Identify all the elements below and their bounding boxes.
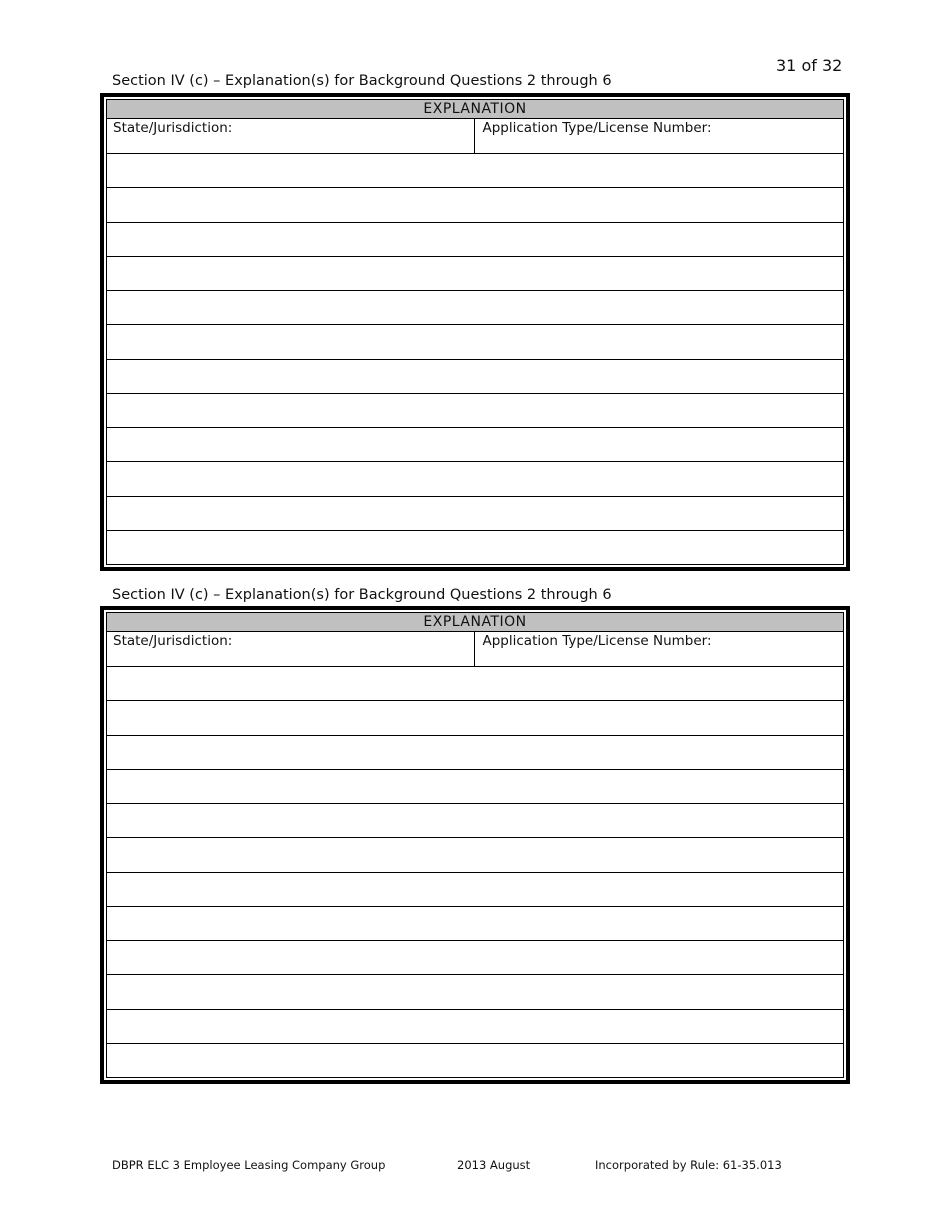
explanation-line[interactable] xyxy=(107,223,843,257)
explanation-line[interactable] xyxy=(107,1044,843,1077)
explanation-line[interactable] xyxy=(107,394,843,428)
info-row xyxy=(107,632,843,667)
explanation-line[interactable] xyxy=(107,360,843,394)
application-type-license-field[interactable]: Application Type/License Number: xyxy=(474,119,844,153)
explanation-line[interactable] xyxy=(107,154,843,188)
info-row xyxy=(107,119,843,154)
explanation-line[interactable] xyxy=(107,941,843,975)
explanation-line[interactable] xyxy=(107,497,843,531)
state-jurisdiction-field[interactable]: State/Jurisdiction: xyxy=(113,120,233,136)
explanation-line[interactable] xyxy=(107,770,843,804)
footer-form-name: DBPR ELC 3 Employee Leasing Company Group xyxy=(112,1158,386,1172)
explanation-header: EXPLANATION xyxy=(107,100,843,119)
state-jurisdiction-field[interactable]: State/Jurisdiction: xyxy=(113,633,233,649)
explanation-line[interactable] xyxy=(107,428,843,462)
explanation-line[interactable] xyxy=(107,531,843,564)
footer-rule: Incorporated by Rule: 61-35.013 xyxy=(595,1158,782,1172)
explanation-form xyxy=(100,93,850,571)
application-type-license-field[interactable]: Application Type/License Number: xyxy=(474,632,844,666)
explanation-form xyxy=(100,606,850,1084)
page-number: 31 of 32 xyxy=(776,56,843,75)
explanation-line[interactable] xyxy=(107,701,843,735)
explanation-line[interactable] xyxy=(107,667,843,701)
explanation-line[interactable] xyxy=(107,188,843,222)
section-heading: Section IV (c) – Explanation(s) for Background Questions 2 through 6 xyxy=(112,73,612,89)
explanation-line[interactable] xyxy=(107,873,843,907)
explanation-line[interactable] xyxy=(107,325,843,359)
explanation-line[interactable] xyxy=(107,804,843,838)
explanation-line[interactable] xyxy=(107,736,843,770)
explanation-form-inner xyxy=(106,612,844,1078)
explanation-line[interactable] xyxy=(107,975,843,1009)
explanation-line[interactable] xyxy=(107,291,843,325)
explanation-header: EXPLANATION xyxy=(107,613,843,632)
section-heading: Section IV (c) – Explanation(s) for Background Questions 2 through 6 xyxy=(112,587,612,603)
explanation-form-inner xyxy=(106,99,844,565)
explanation-line[interactable] xyxy=(107,462,843,496)
explanation-line[interactable] xyxy=(107,1010,843,1044)
explanation-line[interactable] xyxy=(107,257,843,291)
explanation-line[interactable] xyxy=(107,907,843,941)
footer-date: 2013 August xyxy=(457,1158,531,1172)
explanation-line[interactable] xyxy=(107,838,843,872)
